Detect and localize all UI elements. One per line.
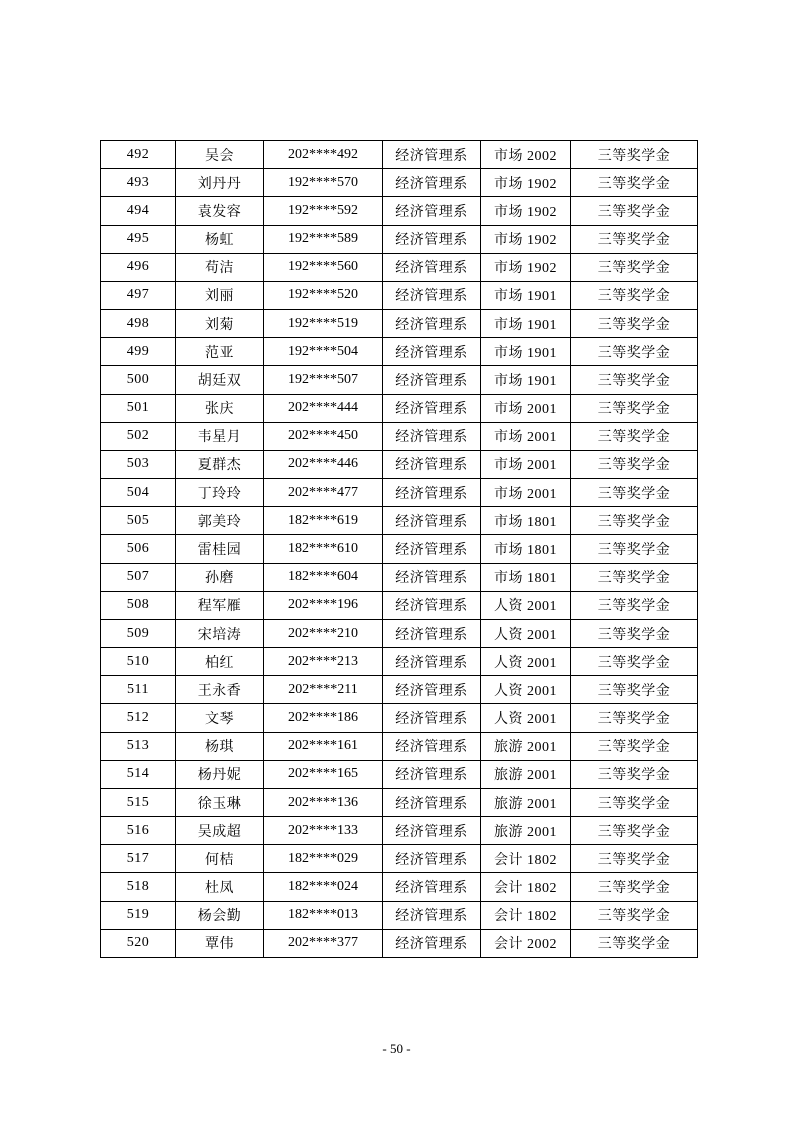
class-cell: 市场 1902 bbox=[481, 253, 571, 281]
department-cell: 经济管理系 bbox=[383, 310, 481, 338]
student-name-cell: 苟洁 bbox=[176, 253, 264, 281]
class-cell: 市场 2002 bbox=[481, 141, 571, 169]
table-row bbox=[101, 704, 698, 732]
table-row bbox=[101, 901, 698, 929]
award-cell: 三等奖学金 bbox=[571, 619, 698, 647]
student-name-cell: 韦星月 bbox=[176, 422, 264, 450]
student-name-cell: 丁玲玲 bbox=[176, 479, 264, 507]
award-cell: 三等奖学金 bbox=[571, 873, 698, 901]
department-cell: 经济管理系 bbox=[383, 648, 481, 676]
class-cell: 旅游 2001 bbox=[481, 817, 571, 845]
student-name-cell: 徐玉琳 bbox=[176, 788, 264, 816]
student-id-cell: 202****444 bbox=[264, 394, 383, 422]
row-index-cell: 515 bbox=[101, 788, 176, 816]
class-cell: 人资 2001 bbox=[481, 591, 571, 619]
student-id-cell: 202****136 bbox=[264, 788, 383, 816]
student-id-cell: 182****029 bbox=[264, 845, 383, 873]
award-cell: 三等奖学金 bbox=[571, 788, 698, 816]
row-index-cell: 498 bbox=[101, 310, 176, 338]
table-row bbox=[101, 535, 698, 563]
student-name-cell: 胡廷双 bbox=[176, 366, 264, 394]
department-cell: 经济管理系 bbox=[383, 141, 481, 169]
student-name-cell: 杨会勤 bbox=[176, 901, 264, 929]
row-index-cell: 507 bbox=[101, 563, 176, 591]
student-name-cell: 袁发容 bbox=[176, 197, 264, 225]
class-cell: 旅游 2001 bbox=[481, 732, 571, 760]
student-name-cell: 刘丹丹 bbox=[176, 169, 264, 197]
class-cell: 会计 1802 bbox=[481, 901, 571, 929]
student-id-cell: 202****213 bbox=[264, 648, 383, 676]
class-cell: 市场 1902 bbox=[481, 169, 571, 197]
row-index-cell: 502 bbox=[101, 422, 176, 450]
class-cell: 市场 2001 bbox=[481, 479, 571, 507]
award-cell: 三等奖学金 bbox=[571, 817, 698, 845]
student-id-cell: 192****520 bbox=[264, 281, 383, 309]
page-number: - 50 - bbox=[382, 1041, 411, 1056]
student-name-cell: 孙磨 bbox=[176, 563, 264, 591]
department-cell: 经济管理系 bbox=[383, 479, 481, 507]
row-index-cell: 509 bbox=[101, 619, 176, 647]
award-cell: 三等奖学金 bbox=[571, 591, 698, 619]
table-row bbox=[101, 366, 698, 394]
class-cell: 市场 1902 bbox=[481, 225, 571, 253]
table-row bbox=[101, 760, 698, 788]
table-row bbox=[101, 169, 698, 197]
award-cell: 三等奖学金 bbox=[571, 732, 698, 760]
row-index-cell: 520 bbox=[101, 929, 176, 957]
student-name-cell: 夏群杰 bbox=[176, 450, 264, 478]
department-cell: 经济管理系 bbox=[383, 732, 481, 760]
student-name-cell: 张庆 bbox=[176, 394, 264, 422]
department-cell: 经济管理系 bbox=[383, 591, 481, 619]
table-row bbox=[101, 197, 698, 225]
student-name-cell: 柏红 bbox=[176, 648, 264, 676]
department-cell: 经济管理系 bbox=[383, 817, 481, 845]
row-index-cell: 513 bbox=[101, 732, 176, 760]
class-cell: 人资 2001 bbox=[481, 704, 571, 732]
student-name-cell: 程军雁 bbox=[176, 591, 264, 619]
row-index-cell: 493 bbox=[101, 169, 176, 197]
department-cell: 经济管理系 bbox=[383, 676, 481, 704]
class-cell: 市场 1801 bbox=[481, 507, 571, 535]
department-cell: 经济管理系 bbox=[383, 281, 481, 309]
scholarship-table bbox=[100, 140, 698, 958]
table-row bbox=[101, 563, 698, 591]
table-row bbox=[101, 591, 698, 619]
award-cell: 三等奖学金 bbox=[571, 253, 698, 281]
student-name-cell: 杨丹妮 bbox=[176, 760, 264, 788]
table-row bbox=[101, 929, 698, 957]
student-name-cell: 宋培涛 bbox=[176, 619, 264, 647]
class-cell: 市场 1901 bbox=[481, 310, 571, 338]
row-index-cell: 512 bbox=[101, 704, 176, 732]
student-id-cell: 202****211 bbox=[264, 676, 383, 704]
student-id-cell: 192****570 bbox=[264, 169, 383, 197]
table-row bbox=[101, 394, 698, 422]
award-cell: 三等奖学金 bbox=[571, 901, 698, 929]
table-row bbox=[101, 310, 698, 338]
student-id-cell: 202****133 bbox=[264, 817, 383, 845]
class-cell: 人资 2001 bbox=[481, 676, 571, 704]
class-cell: 市场 1901 bbox=[481, 338, 571, 366]
award-cell: 三等奖学金 bbox=[571, 704, 698, 732]
student-id-cell: 202****196 bbox=[264, 591, 383, 619]
row-index-cell: 508 bbox=[101, 591, 176, 619]
row-index-cell: 517 bbox=[101, 845, 176, 873]
table-row bbox=[101, 676, 698, 704]
class-cell: 会计 1802 bbox=[481, 845, 571, 873]
department-cell: 经济管理系 bbox=[383, 873, 481, 901]
student-id-cell: 202****165 bbox=[264, 760, 383, 788]
student-name-cell: 范亚 bbox=[176, 338, 264, 366]
row-index-cell: 518 bbox=[101, 873, 176, 901]
row-index-cell: 504 bbox=[101, 479, 176, 507]
student-id-cell: 202****477 bbox=[264, 479, 383, 507]
table-row bbox=[101, 507, 698, 535]
department-cell: 经济管理系 bbox=[383, 507, 481, 535]
department-cell: 经济管理系 bbox=[383, 845, 481, 873]
table-row bbox=[101, 253, 698, 281]
student-name-cell: 吴成超 bbox=[176, 817, 264, 845]
award-cell: 三等奖学金 bbox=[571, 648, 698, 676]
class-cell: 市场 1901 bbox=[481, 366, 571, 394]
student-id-cell: 192****519 bbox=[264, 310, 383, 338]
department-cell: 经济管理系 bbox=[383, 366, 481, 394]
award-cell: 三等奖学金 bbox=[571, 366, 698, 394]
student-name-cell: 杨琪 bbox=[176, 732, 264, 760]
award-cell: 三等奖学金 bbox=[571, 507, 698, 535]
student-name-cell: 刘丽 bbox=[176, 281, 264, 309]
student-name-cell: 吴会 bbox=[176, 141, 264, 169]
class-cell: 会计 1802 bbox=[481, 873, 571, 901]
table-row bbox=[101, 648, 698, 676]
student-id-cell: 202****450 bbox=[264, 422, 383, 450]
table-row bbox=[101, 788, 698, 816]
student-name-cell: 杜凤 bbox=[176, 873, 264, 901]
department-cell: 经济管理系 bbox=[383, 901, 481, 929]
student-id-cell: 202****186 bbox=[264, 704, 383, 732]
student-id-cell: 192****504 bbox=[264, 338, 383, 366]
award-cell: 三等奖学金 bbox=[571, 169, 698, 197]
row-index-cell: 497 bbox=[101, 281, 176, 309]
row-index-cell: 499 bbox=[101, 338, 176, 366]
student-name-cell: 雷桂园 bbox=[176, 535, 264, 563]
table-row bbox=[101, 422, 698, 450]
class-cell: 旅游 2001 bbox=[481, 788, 571, 816]
scholarship-table-body bbox=[101, 141, 698, 958]
student-name-cell: 文琴 bbox=[176, 704, 264, 732]
student-id-cell: 182****604 bbox=[264, 563, 383, 591]
award-cell: 三等奖学金 bbox=[571, 197, 698, 225]
department-cell: 经济管理系 bbox=[383, 788, 481, 816]
department-cell: 经济管理系 bbox=[383, 535, 481, 563]
table-row bbox=[101, 225, 698, 253]
award-cell: 三等奖学金 bbox=[571, 338, 698, 366]
award-cell: 三等奖学金 bbox=[571, 563, 698, 591]
row-index-cell: 516 bbox=[101, 817, 176, 845]
department-cell: 经济管理系 bbox=[383, 253, 481, 281]
table-row bbox=[101, 479, 698, 507]
award-cell: 三等奖学金 bbox=[571, 394, 698, 422]
student-name-cell: 杨虹 bbox=[176, 225, 264, 253]
row-index-cell: 495 bbox=[101, 225, 176, 253]
department-cell: 经济管理系 bbox=[383, 197, 481, 225]
department-cell: 经济管理系 bbox=[383, 929, 481, 957]
award-cell: 三等奖学金 bbox=[571, 141, 698, 169]
student-id-cell: 202****161 bbox=[264, 732, 383, 760]
row-index-cell: 494 bbox=[101, 197, 176, 225]
student-id-cell: 182****024 bbox=[264, 873, 383, 901]
award-cell: 三等奖学金 bbox=[571, 479, 698, 507]
student-id-cell: 192****592 bbox=[264, 197, 383, 225]
table-row bbox=[101, 281, 698, 309]
award-cell: 三等奖学金 bbox=[571, 281, 698, 309]
row-index-cell: 500 bbox=[101, 366, 176, 394]
award-cell: 三等奖学金 bbox=[571, 535, 698, 563]
table-row bbox=[101, 873, 698, 901]
class-cell: 市场 1902 bbox=[481, 197, 571, 225]
row-index-cell: 505 bbox=[101, 507, 176, 535]
award-cell: 三等奖学金 bbox=[571, 450, 698, 478]
table-row bbox=[101, 817, 698, 845]
award-cell: 三等奖学金 bbox=[571, 310, 698, 338]
department-cell: 经济管理系 bbox=[383, 760, 481, 788]
row-index-cell: 492 bbox=[101, 141, 176, 169]
department-cell: 经济管理系 bbox=[383, 563, 481, 591]
student-name-cell: 郭美玲 bbox=[176, 507, 264, 535]
row-index-cell: 496 bbox=[101, 253, 176, 281]
row-index-cell: 501 bbox=[101, 394, 176, 422]
department-cell: 经济管理系 bbox=[383, 422, 481, 450]
student-id-cell: 182****013 bbox=[264, 901, 383, 929]
class-cell: 市场 1801 bbox=[481, 563, 571, 591]
award-cell: 三等奖学金 bbox=[571, 422, 698, 450]
class-cell: 市场 2001 bbox=[481, 422, 571, 450]
table-row bbox=[101, 619, 698, 647]
class-cell: 市场 1801 bbox=[481, 535, 571, 563]
award-cell: 三等奖学金 bbox=[571, 760, 698, 788]
department-cell: 经济管理系 bbox=[383, 704, 481, 732]
table-row bbox=[101, 450, 698, 478]
student-name-cell: 刘菊 bbox=[176, 310, 264, 338]
class-cell: 市场 2001 bbox=[481, 450, 571, 478]
award-cell: 三等奖学金 bbox=[571, 676, 698, 704]
award-cell: 三等奖学金 bbox=[571, 225, 698, 253]
class-cell: 市场 2001 bbox=[481, 394, 571, 422]
student-id-cell: 182****619 bbox=[264, 507, 383, 535]
table-row bbox=[101, 732, 698, 760]
student-id-cell: 182****610 bbox=[264, 535, 383, 563]
row-index-cell: 503 bbox=[101, 450, 176, 478]
row-index-cell: 519 bbox=[101, 901, 176, 929]
class-cell: 人资 2001 bbox=[481, 619, 571, 647]
student-id-cell: 202****492 bbox=[264, 141, 383, 169]
department-cell: 经济管理系 bbox=[383, 619, 481, 647]
student-id-cell: 192****507 bbox=[264, 366, 383, 394]
table-row bbox=[101, 338, 698, 366]
row-index-cell: 506 bbox=[101, 535, 176, 563]
department-cell: 经济管理系 bbox=[383, 394, 481, 422]
student-name-cell: 何桔 bbox=[176, 845, 264, 873]
student-id-cell: 192****560 bbox=[264, 253, 383, 281]
class-cell: 人资 2001 bbox=[481, 648, 571, 676]
student-name-cell: 覃伟 bbox=[176, 929, 264, 957]
student-id-cell: 192****589 bbox=[264, 225, 383, 253]
award-cell: 三等奖学金 bbox=[571, 845, 698, 873]
row-index-cell: 511 bbox=[101, 676, 176, 704]
student-id-cell: 202****377 bbox=[264, 929, 383, 957]
student-id-cell: 202****446 bbox=[264, 450, 383, 478]
student-name-cell: 王永香 bbox=[176, 676, 264, 704]
department-cell: 经济管理系 bbox=[383, 225, 481, 253]
department-cell: 经济管理系 bbox=[383, 450, 481, 478]
row-index-cell: 510 bbox=[101, 648, 176, 676]
student-id-cell: 202****210 bbox=[264, 619, 383, 647]
award-cell: 三等奖学金 bbox=[571, 929, 698, 957]
row-index-cell: 514 bbox=[101, 760, 176, 788]
table-row bbox=[101, 845, 698, 873]
table-row bbox=[101, 141, 698, 169]
department-cell: 经济管理系 bbox=[383, 338, 481, 366]
class-cell: 市场 1901 bbox=[481, 281, 571, 309]
department-cell: 经济管理系 bbox=[383, 169, 481, 197]
class-cell: 会计 2002 bbox=[481, 929, 571, 957]
class-cell: 旅游 2001 bbox=[481, 760, 571, 788]
